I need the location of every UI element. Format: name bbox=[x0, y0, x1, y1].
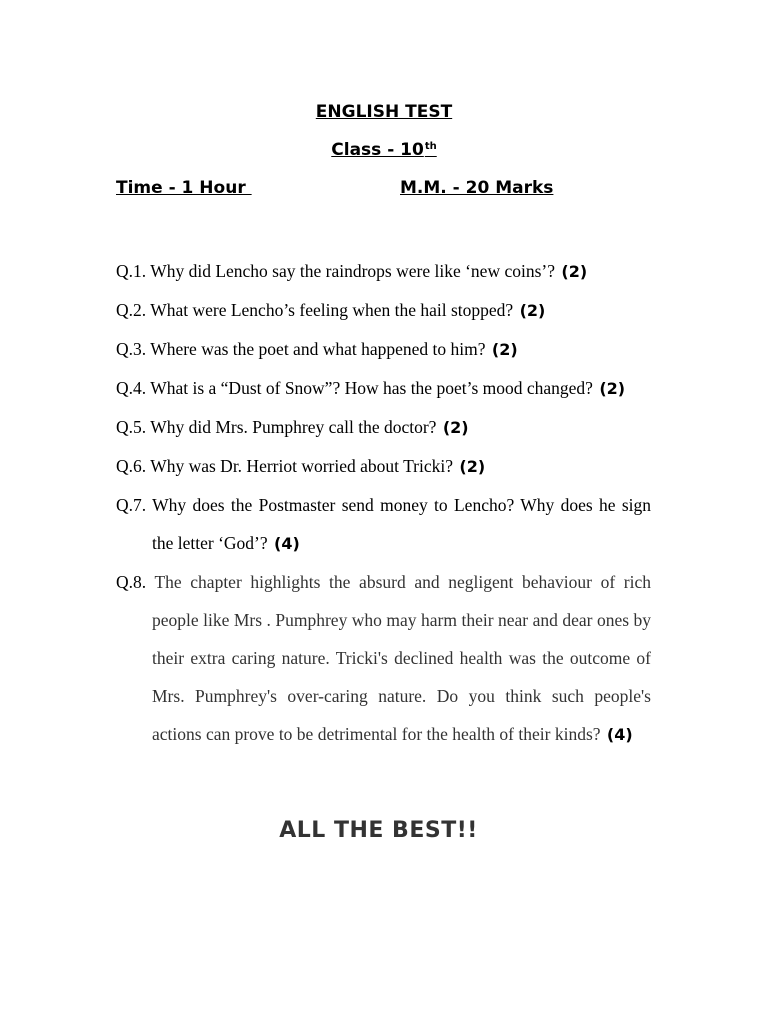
closing-message: ALL THE BEST!! bbox=[279, 818, 478, 843]
question-marks: (2) bbox=[519, 301, 546, 320]
question-marks: (4) bbox=[274, 534, 300, 553]
question-text: Why did Mrs. Pumphrey call the doctor? bbox=[146, 417, 441, 437]
question-marks: (2) bbox=[491, 340, 518, 359]
question-number: Q.5. bbox=[116, 417, 147, 437]
question-text: What is a “Dust of Snow”? How has the poet’s mood changed? bbox=[146, 378, 598, 398]
question-number: Q.7. bbox=[116, 495, 147, 515]
question-text: What were Lencho’s feeling when the hail stopped? bbox=[146, 300, 518, 320]
question-number: Q.1. bbox=[116, 261, 147, 281]
time-label: Time - 1 Hour bbox=[116, 178, 252, 198]
question-8 bbox=[116, 563, 651, 754]
question-text: Why does the Postmaster send money to Lencho? Why does he sign the letter ‘God’? bbox=[146, 495, 651, 553]
question-4 bbox=[116, 369, 651, 408]
question-text: Why was Dr. Herriot worried about Tricki? bbox=[146, 456, 458, 476]
question-5 bbox=[116, 408, 651, 447]
question-1 bbox=[116, 252, 651, 291]
class-label: Class - 10 bbox=[331, 140, 424, 160]
class-heading bbox=[0, 140, 768, 160]
question-marks: (2) bbox=[442, 418, 469, 437]
question-text: Where was the poet and what happened to him? bbox=[146, 339, 490, 359]
question-number: Q.8. bbox=[116, 572, 147, 592]
max-marks-label: M.M. - 20 Marks bbox=[400, 178, 554, 198]
question-list bbox=[116, 252, 651, 754]
question-text: The chapter highlights the absurd and negligent behaviour of rich people like Mrs . Pumphrey who may harm their near and dear ones by their extra caring nature. Tricki's declined health was the outcome of Mrs. Pumphrey's over-caring nature. Do you think such people's actions can prove to be detrimental for the health of their kinds? bbox=[146, 572, 651, 744]
question-number: Q.4. bbox=[116, 378, 147, 398]
question-2 bbox=[116, 291, 651, 330]
question-number: Q.3. bbox=[116, 339, 147, 359]
class-superscript: th bbox=[424, 141, 437, 152]
question-text: Why did Lencho say the raindrops were like ‘new coins’? bbox=[146, 261, 560, 281]
question-3 bbox=[116, 330, 651, 369]
question-number: Q.2. bbox=[116, 300, 147, 320]
question-marks: (2) bbox=[599, 379, 626, 398]
question-number: Q.6. bbox=[116, 456, 147, 476]
test-title: ENGLISH TEST bbox=[315, 102, 453, 122]
question-7 bbox=[116, 486, 651, 563]
question-marks: (2) bbox=[459, 457, 486, 476]
question-6 bbox=[116, 447, 651, 486]
question-marks: (4) bbox=[606, 725, 633, 744]
question-marks: (2) bbox=[561, 262, 588, 281]
